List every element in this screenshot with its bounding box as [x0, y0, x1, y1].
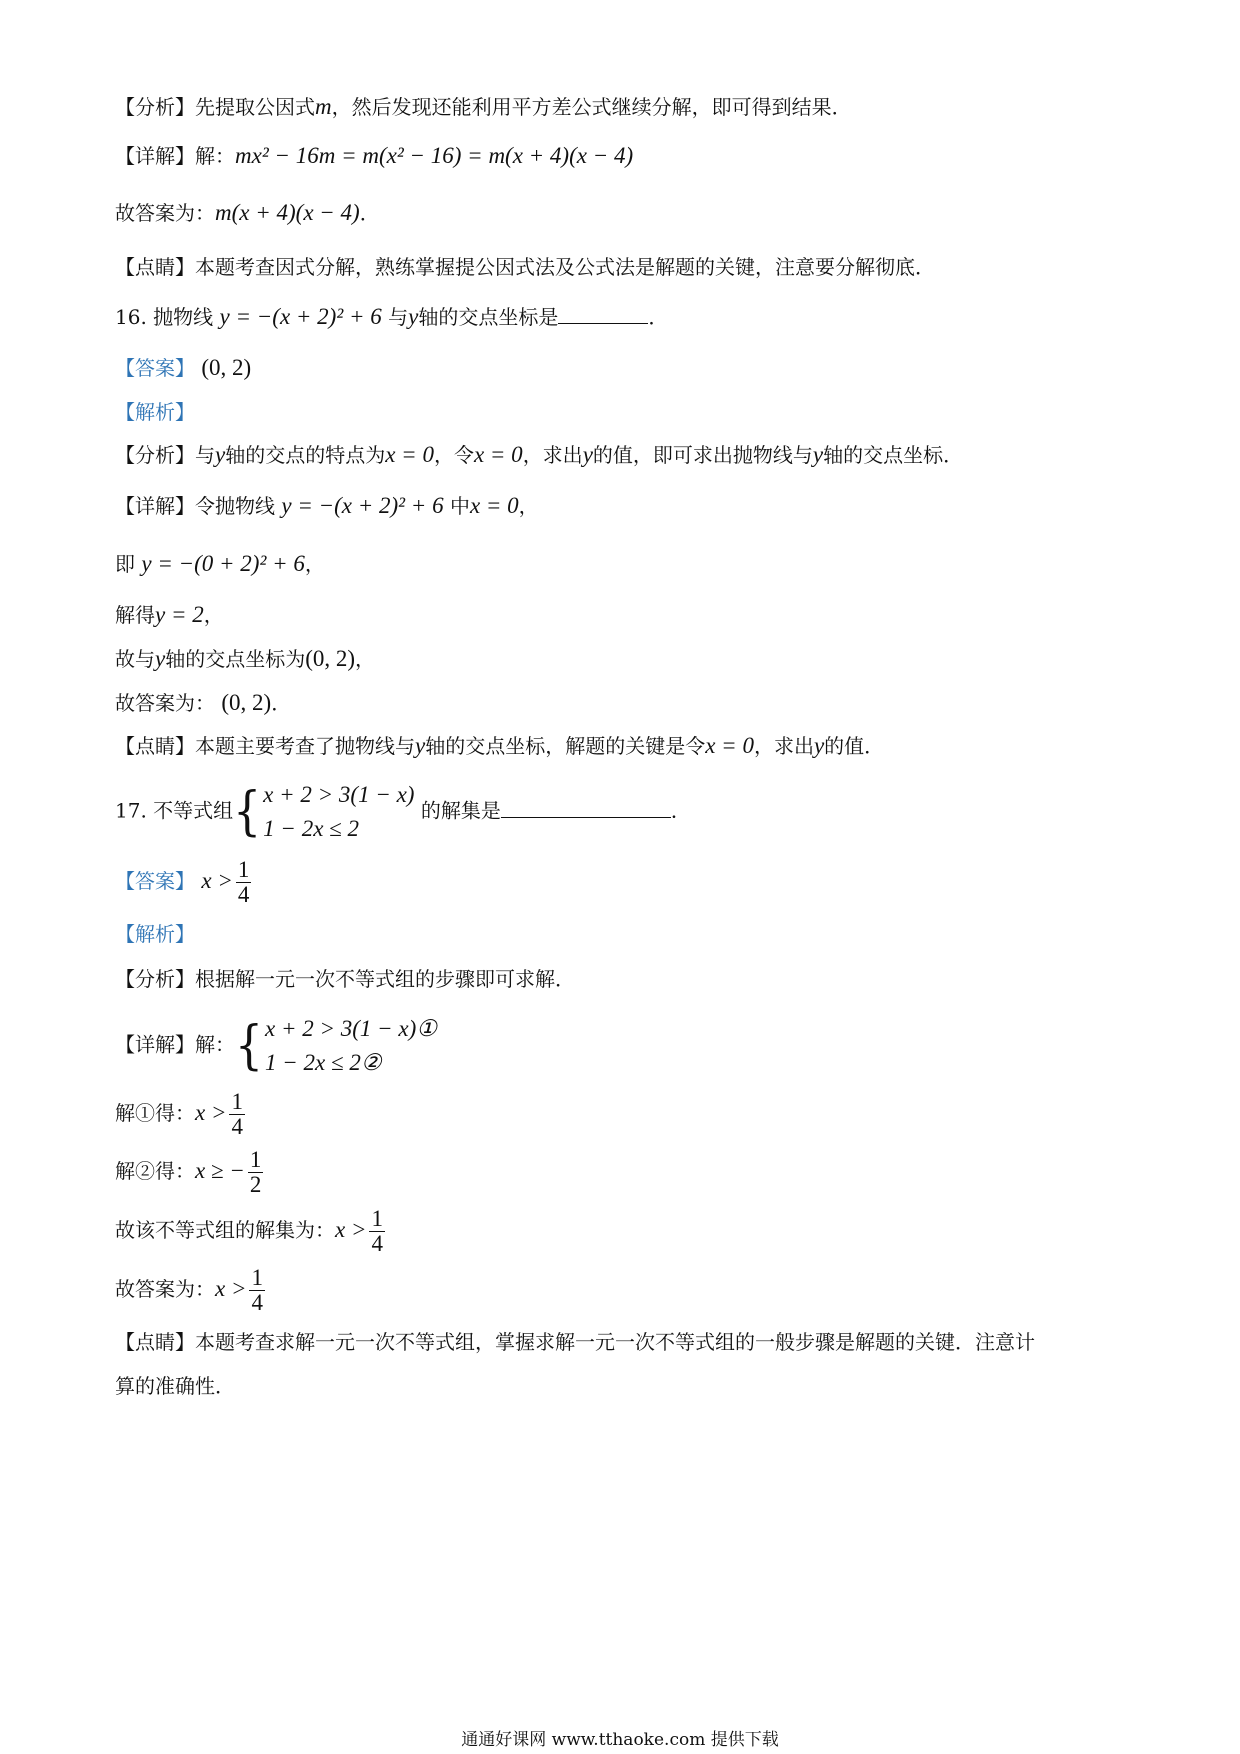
q17-jiexi: 【解析】 [115, 922, 195, 946]
question-16: 16. 抛物线 y = −(x + 2)² + 6 与y轴的交点坐标是 ． [115, 304, 669, 329]
q16-step1: 即 y = −(0 + 2)² + 6， [115, 551, 325, 576]
q16-step3: 故与y轴的交点坐标为(0, 2)， [115, 646, 376, 671]
q17-detail: 【详解】解：{ x + 2 > 3(1 − x)① 1 − 2x ≤ 2② [115, 1014, 437, 1076]
q16-final: 故答案为： (0, 2)． [115, 690, 292, 715]
answer-line: 故答案为：m(x + 4)(x − 4)． [115, 200, 380, 225]
q17-comment-2: 算的准确性． [115, 1374, 235, 1398]
q17-analysis: 【分析】根据解一元一次不等式组的步骤即可求解． [115, 967, 575, 991]
q17-step2: 解②得：x ≥ − $\frac{1}{2}$ [115, 1147, 262, 1197]
q17-answer: 【答案】 x > $\frac{1}{4}$ [115, 857, 250, 907]
q17-comment-1: 【点睛】本题考查求解一元一次不等式组，掌握求解一元一次不等式组的一般步骤是解题的关键．注意计 [115, 1330, 1035, 1354]
q16-comment: 【点睛】本题主要考查了抛物线与y轴的交点坐标，解题的关键是令x = 0，求出y的值． [115, 733, 885, 758]
comment-line: 【点睛】本题考查因式分解，熟练掌握提公因式法及公式法是解题的关键，注意要分解彻底． [115, 255, 935, 279]
analysis-line: 【分析】先提取公因式m，然后发现还能利用平方差公式继续分解，即可得到结果． [115, 94, 852, 119]
question-17: 17. 不等式组{ x + 2 > 3(1 − x) 1 − 2x ≤ 2 的解集是 ． [115, 780, 691, 842]
q16-answer: 【答案】 (0, 2) [115, 355, 252, 380]
page-footer: 通通好课网 www.tthaoke.com 提供下载 [461, 1730, 779, 1750]
q16-step2: 解得y = 2， [115, 602, 224, 627]
q17-step3: 故该不等式组的解集为：x > $\frac{1}{4}$ [115, 1206, 383, 1256]
q17-final: 故答案为：x > $\frac{1}{4}$ [115, 1265, 263, 1315]
q16-detail: 【详解】令抛物线 y = −(x + 2)² + 6 中x = 0， [115, 493, 539, 518]
detail-line: 【详解】解：mx² − 16m = m(x² − 16) = m(x + 4)(x − 4) [115, 143, 634, 168]
q17-step1: 解①得：x > $\frac{1}{4}$ [115, 1089, 243, 1139]
q16-analysis: 【分析】与y轴的交点的特点为x = 0，令x = 0，求出y的值，即可求出抛物线与y轴的交点坐标． [115, 442, 964, 467]
q16-jiexi: 【解析】 [115, 400, 195, 424]
